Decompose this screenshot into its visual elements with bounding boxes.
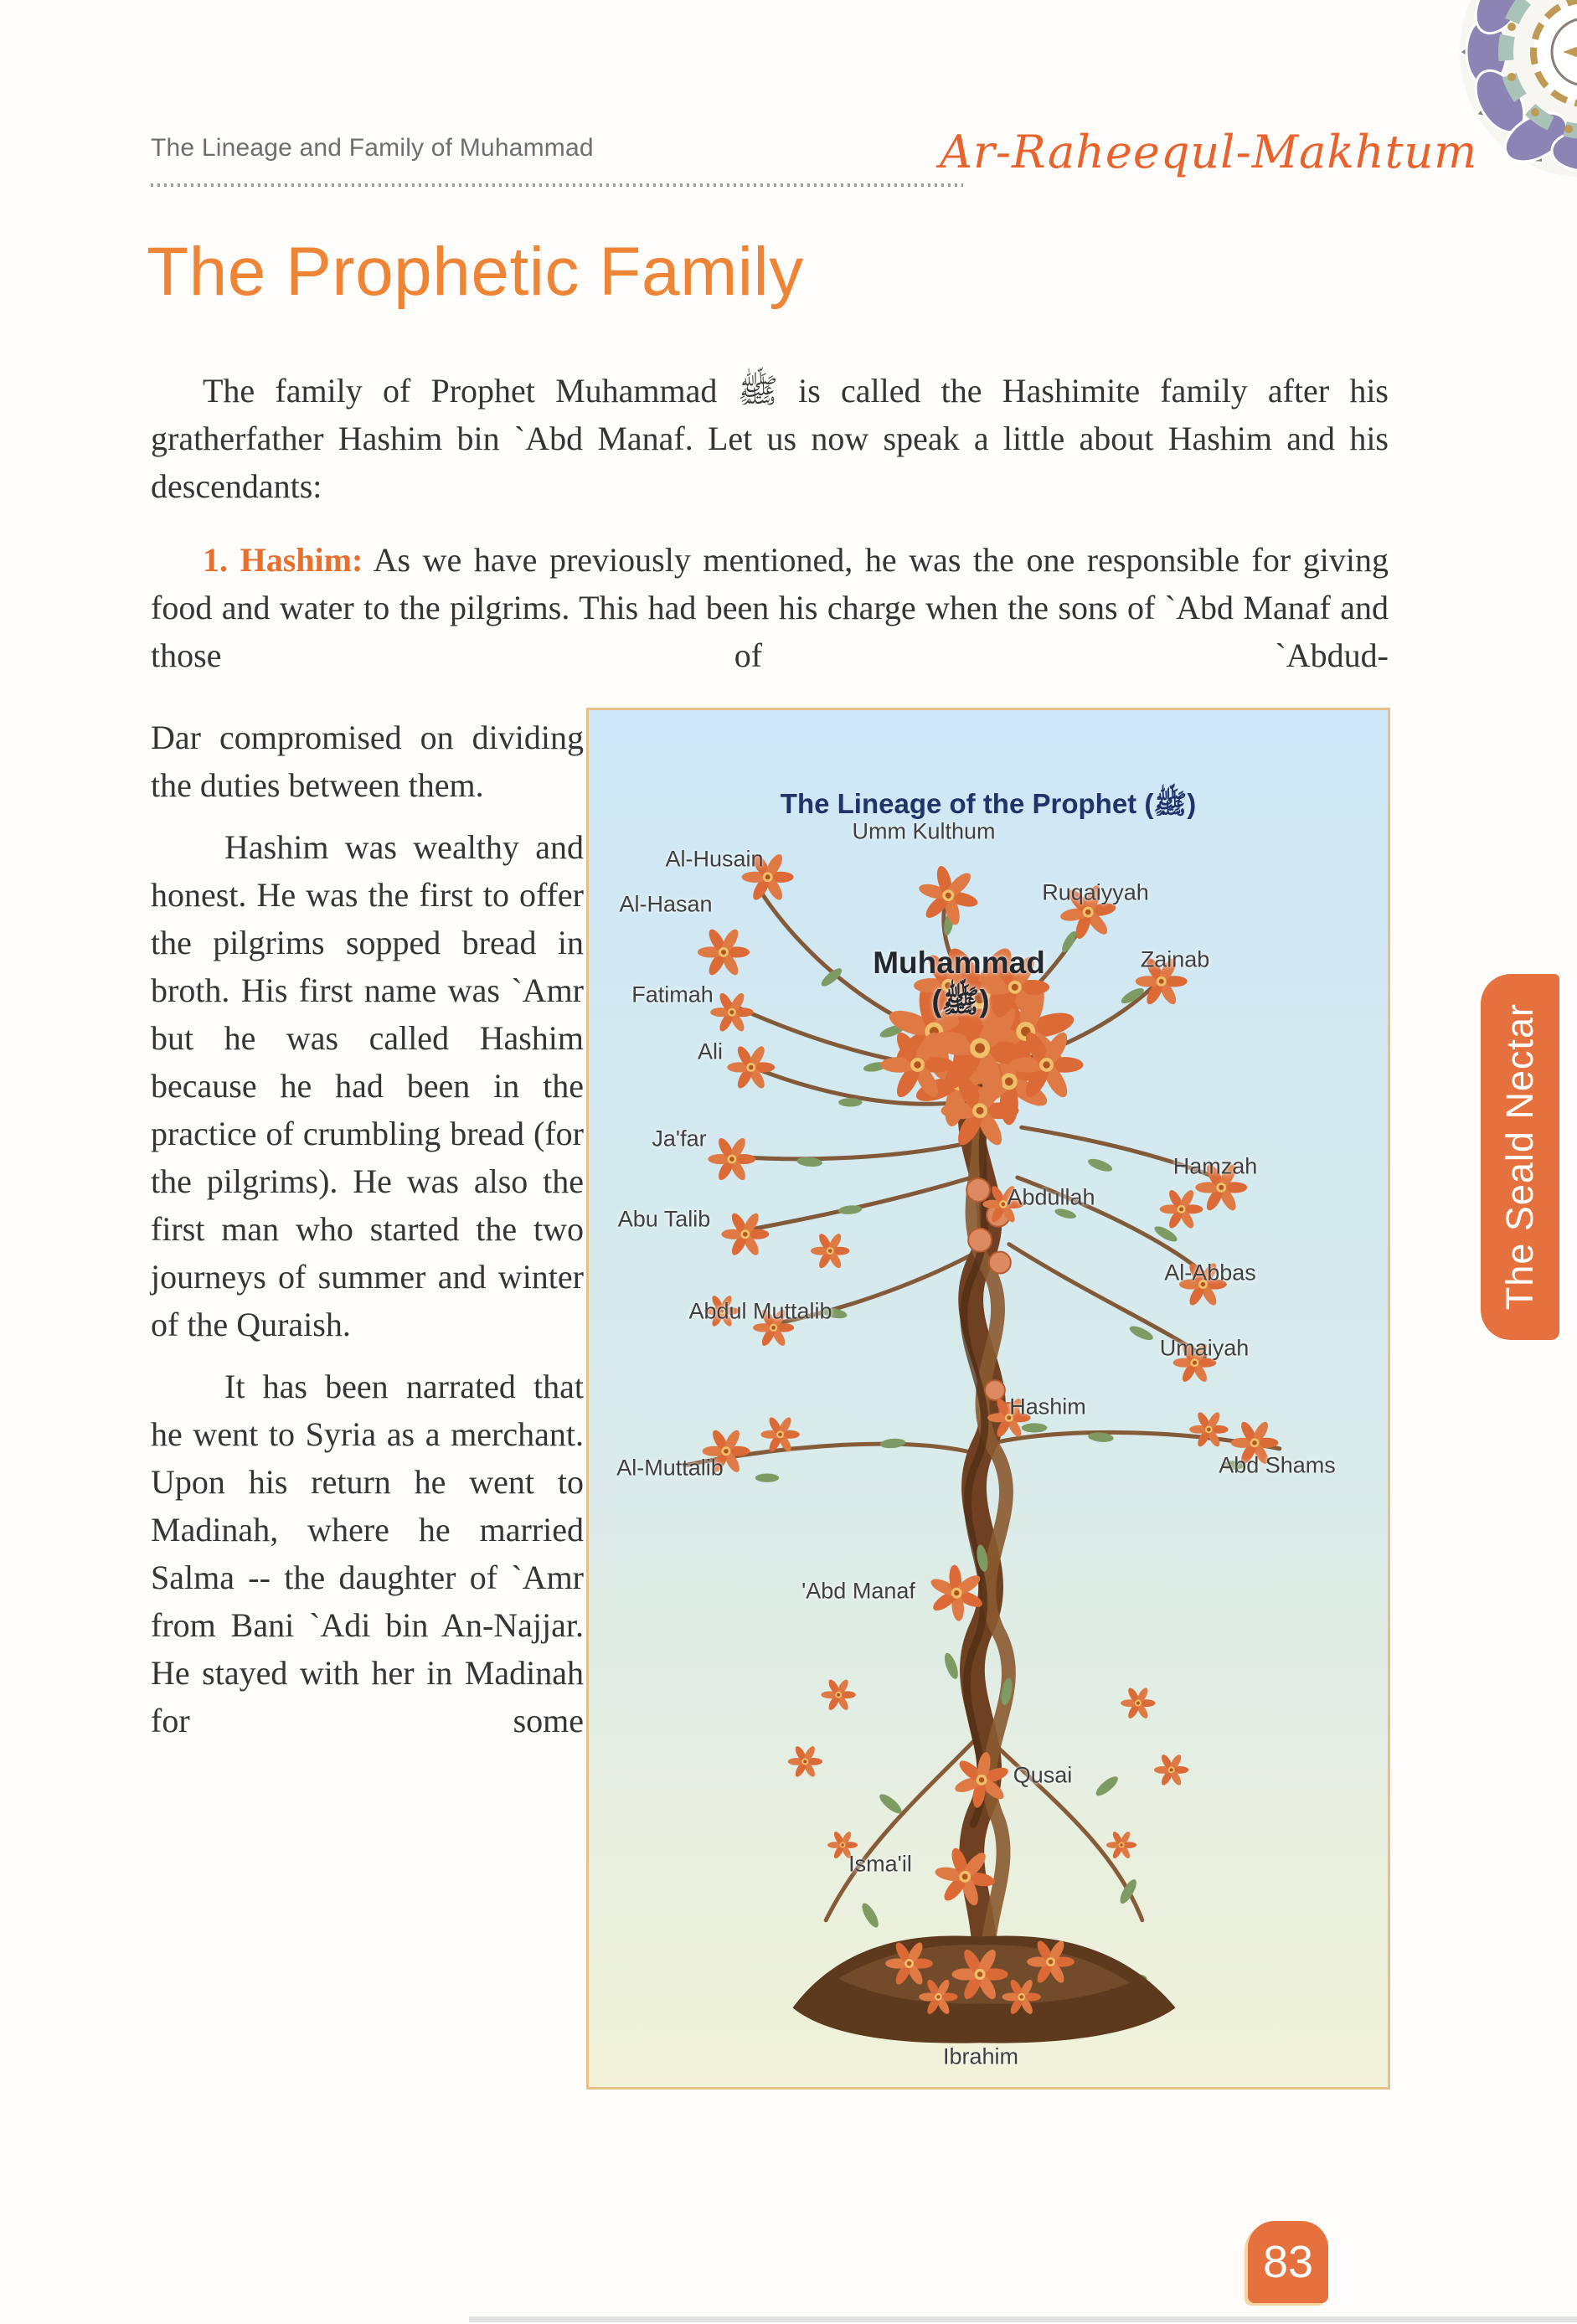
tree-label-abdullah: Abdullah bbox=[1007, 1184, 1095, 1210]
book-title-script: Ar-Raheequl-Makhtum bbox=[940, 126, 1478, 178]
corner-ornament-icon bbox=[1451, 0, 1577, 219]
tree-label-muhammad: Muhammad bbox=[873, 946, 1045, 980]
tree-label-abd-shams: Abd Shams bbox=[1219, 1452, 1336, 1478]
tree-label-ibrahim: Ibrahim bbox=[942, 2043, 1019, 2069]
tree-label-abu-talib: Abu Talib bbox=[617, 1206, 711, 1232]
tree-label-al-hasan: Al-Hasan bbox=[619, 891, 713, 917]
tree-label-ismail: Isma'il bbox=[848, 1851, 912, 1877]
tree-label-hashim: Hashim bbox=[1009, 1394, 1086, 1420]
tree-label-jafar: Ja'far bbox=[652, 1126, 707, 1152]
tree-label-ruqaiyyah: Ruqaiyyah bbox=[1042, 879, 1149, 905]
dotted-rule bbox=[151, 183, 963, 187]
tree-label-al-muttalib: Al-Muttalib bbox=[616, 1455, 724, 1481]
side-tab-seald-nectar bbox=[1481, 974, 1559, 1340]
left-column bbox=[151, 714, 584, 1744]
tree-label-al-abbas: Al-Abbas bbox=[1164, 1260, 1256, 1286]
list-number-hashim: 1. Hashim: bbox=[203, 541, 363, 579]
paragraph-hashim-text: As we have previously mentioned, he was the one responsible for giving food and water to the pilgrims. This had been his charge when the sons of `Abd Manaf and those of `Abdud- bbox=[151, 541, 1389, 674]
tree-title: The Lineage of the Prophet (ﷺ) bbox=[780, 788, 1197, 819]
tree-label-qusai: Qusai bbox=[1013, 1762, 1073, 1788]
tree-label-muhammad-honorific: (ﷺ) bbox=[931, 984, 990, 1018]
paragraph-hashim bbox=[151, 536, 1389, 679]
page-number-badge bbox=[1248, 2221, 1328, 2303]
column-paragraph: Hashim was wealthy and honest. He was the first to offer the pilgrims sopped bread in broth. His first name was `Amr but he was called Hashim because he had been in the practice of crumbling bread (for the pilgrims). He was also the first man who started the two journeys of summer and winter of the Quraish. bbox=[151, 828, 584, 1343]
scan-edge bbox=[469, 2316, 1577, 2322]
section-title: The Lineage and Family of Muhammad bbox=[151, 134, 594, 162]
tree-label-umm-kulthum: Umm Kulthum bbox=[852, 818, 996, 844]
tree-label-ali: Ali bbox=[697, 1038, 724, 1064]
tree-label-umaiyah: Umaiyah bbox=[1159, 1335, 1250, 1361]
column-paragraph: It has been narrated that he went to Syria as a merchant. Upon his return he went to Madinah, where he married Salma -- the daughter of `Amr from Bani `Adi bin An-Najjar. He stayed with her in Madinah for some bbox=[151, 1368, 584, 1739]
page-number: 83 bbox=[1262, 2237, 1314, 2287]
tree-label-abd-manaf: 'Abd Manaf bbox=[801, 1578, 915, 1604]
page-title: The Prophetic Family bbox=[147, 234, 804, 310]
column-paragraph: Dar compromised on dividing the duties between them. bbox=[151, 719, 584, 804]
tree-label-hamzah: Hamzah bbox=[1172, 1153, 1258, 1179]
tree-label-zainab: Zainab bbox=[1140, 946, 1210, 972]
tree-label-abdul-muttalib: Abdul Muttalib bbox=[688, 1298, 832, 1324]
paragraph-intro: The family of Prophet Muhammad ﷺ is called the Hashimite family after his gratherfather Hashim bin `Abd Manaf. Let us now speak a little about Hashim and his descendants: bbox=[151, 372, 1389, 505]
side-tab-label: The Seald Nectar bbox=[1498, 1003, 1541, 1311]
tree-label-al-husain: Al-Husain bbox=[665, 846, 764, 872]
lineage-tree-figure bbox=[586, 708, 1390, 2090]
tree-label-fatimah: Fatimah bbox=[631, 982, 714, 1007]
